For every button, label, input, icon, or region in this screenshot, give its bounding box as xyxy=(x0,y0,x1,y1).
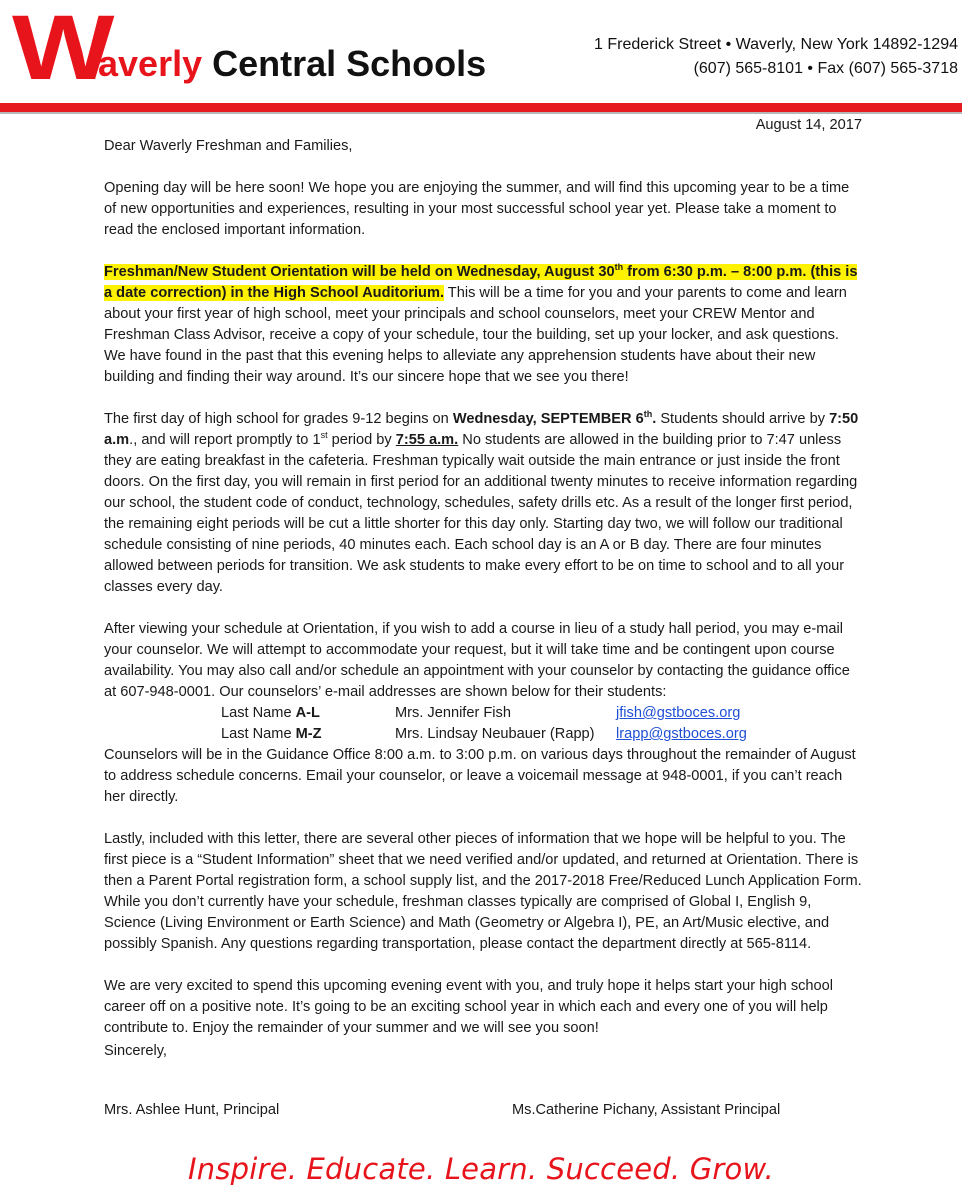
salutation: Dear Waverly Freshman and Families, xyxy=(104,138,353,154)
logo-wordmark-black: Central Schools xyxy=(202,43,487,84)
logo-initial: W xyxy=(12,0,110,99)
counselor-email-link[interactable]: jfish@gstboces.org xyxy=(616,705,741,721)
counselor-name: Mrs. Jennifer Fish xyxy=(395,705,511,721)
counselor-row xyxy=(104,703,864,724)
first-day-d: period by xyxy=(327,432,396,448)
signer-assistant-principal: Ms.Catherine Pichany, Assistant Principal xyxy=(512,1102,781,1118)
letter-body xyxy=(104,115,864,1039)
orientation-rest: This will be a time for you and your parents to come and learn about your first year of high school, meet your principals and school counselors, meet your CREW Mentor and Freshman Class Advisor, receive a copy of your schedule, tour the building, set up your locker, and ask questions. We have found in the past that this evening helps to alleviate any apprehension students have about their new building and finding their way around. It’s our sincere hope that we see you there! xyxy=(104,285,847,385)
counselor-range xyxy=(104,724,395,745)
first-day-a: The first day of high school for grades 9-12 begins on xyxy=(104,411,453,427)
orientation-highlight-b: from 6:30 p.m. – 8:00 p.m. (this is a date correction) in the High School Auditorium. xyxy=(104,264,858,301)
letter-date: August 14, 2017 xyxy=(755,117,862,133)
logo-wordmark xyxy=(98,43,487,84)
logo-wordmark-red: averly xyxy=(98,43,203,84)
first-day-date-sup: th xyxy=(643,409,653,420)
signature-block xyxy=(104,1100,864,1121)
school-logo xyxy=(12,0,487,99)
counselor-list xyxy=(104,703,864,745)
address-phone: (607) 565-8101 • Fax (607) 565-3718 xyxy=(693,60,958,77)
counselor-name: Mrs. Lindsay Neubauer (Rapp) xyxy=(395,726,595,742)
first-day-date-text: Wednesday, SEPTEMBER 6 xyxy=(452,411,644,427)
closing-sincerely: Sincerely, xyxy=(104,1043,167,1059)
first-period-sup: st xyxy=(320,430,328,441)
paragraph-orientation xyxy=(104,262,864,388)
first-day-e: No students are allowed in the building prior to 7:47 unless they are eating breakfast in the cafeteria. Freshman typically wait outside the main entrance or just inside the front doors. On the first day, you will remain in first period for an additional twenty minutes to receive information regarding our school, the student code of conduct, technology, schedules, safety drills etc. As a result of the longer first period, the remaining eight periods will be cut a little shorter for this day only. Starting day two, we will follow our traditional schedule consisting of nine periods, 40 minutes each. Each school day is an A or B day. There are four minutes allowed between periods for transition. We ask students to make every effort to be on time to school and to all your classes every day. xyxy=(104,432,858,595)
paragraph-enclosures: Lastly, included with this letter, there are several other pieces of information that we hope will be helpful to you. The first piece is a “Student Information” sheet that we need verified and/or updated, and returned at Orientation. There is then a Parent Portal registration form, a school supply list, and the 2017-2018 Free/Reduced Lunch Application Form. While you don’t currently have your schedule, freshman classes typically are comprised of Global I, English 9, Science (Living Environment or Earth Science) and Math (Geometry or Algebra I), PE, an Art/Music elective, and possibly Spanish. Any questions regarding transportation, please contact the department directly at 565-8114. xyxy=(104,831,862,952)
first-day-date-end: . xyxy=(652,411,657,427)
orientation-sup: th xyxy=(614,262,624,273)
counselor-range-letters: M-Z xyxy=(295,726,322,742)
orientation-highlight-a: Freshman/New Student Orientation will be held on Wednesday, August 30 xyxy=(104,264,615,280)
signer-principal: Mrs. Ashlee Hunt, Principal xyxy=(104,1102,280,1118)
first-day-c: ., and will report promptly to 1 xyxy=(129,432,321,448)
header-rule xyxy=(0,103,962,112)
paragraph-closing: We are very excited to spend this upcoming evening event with you, and truly hope it helps start your high school career off on a positive note. It’s going to be an exciting school year in which each and every one of you will help contribute to. Enjoy the remainder of your summer and we will see you soon! xyxy=(104,978,834,1036)
first-day-date xyxy=(453,411,656,427)
counselor-range-letters: A-L xyxy=(295,705,320,721)
counselor-email-link[interactable]: lrapp@gstboces.org xyxy=(616,726,747,742)
counselor-row xyxy=(104,724,864,745)
paragraph-schedule: After viewing your schedule at Orientation, if you wish to add a course in lieu of a study hall period, you may e-mail your counselor. We will attempt to accommodate your request, but it will take time and be contingent upon course availability. You may also call and/or schedule an appointment with your counselor by contacting the guidance office at 607-948-0001. Our counselors’ e-mail addresses are shown below for their students: xyxy=(104,621,850,700)
school-address xyxy=(594,33,958,81)
arrival-time: 7:50 a.m xyxy=(104,411,859,448)
paragraph-guidance-hours: Counselors will be in the Guidance Office 8:00 a.m. to 3:00 p.m. on various days throughout the remainder of August to address schedule concerns. Email your counselor, or leave a voicemail message at 948-0001, if you can’t reach her directly. xyxy=(104,747,856,805)
paragraph-first-day xyxy=(104,409,864,598)
report-time: 7:55 a.m. xyxy=(395,432,459,448)
counselor-range-prefix: Last Name xyxy=(221,726,296,742)
paragraph-opening: Opening day will be here soon! We hope you are enjoying the summer, and will find this upcoming year to be a time of new opportunities and experiences, resulting in your most successful school year yet. Please take a moment to read the enclosed important information. xyxy=(104,180,850,238)
first-day-b: Students should arrive by xyxy=(656,411,830,427)
address-street: 1 Frederick Street • Waverly, New York 14892-1294 xyxy=(594,36,958,53)
footer-motto: Inspire. Educate. Learn. Succeed. Grow. xyxy=(188,1152,774,1186)
header-rule-shadow xyxy=(0,112,962,114)
counselor-range-prefix: Last Name xyxy=(221,705,296,721)
counselor-range xyxy=(104,703,395,724)
